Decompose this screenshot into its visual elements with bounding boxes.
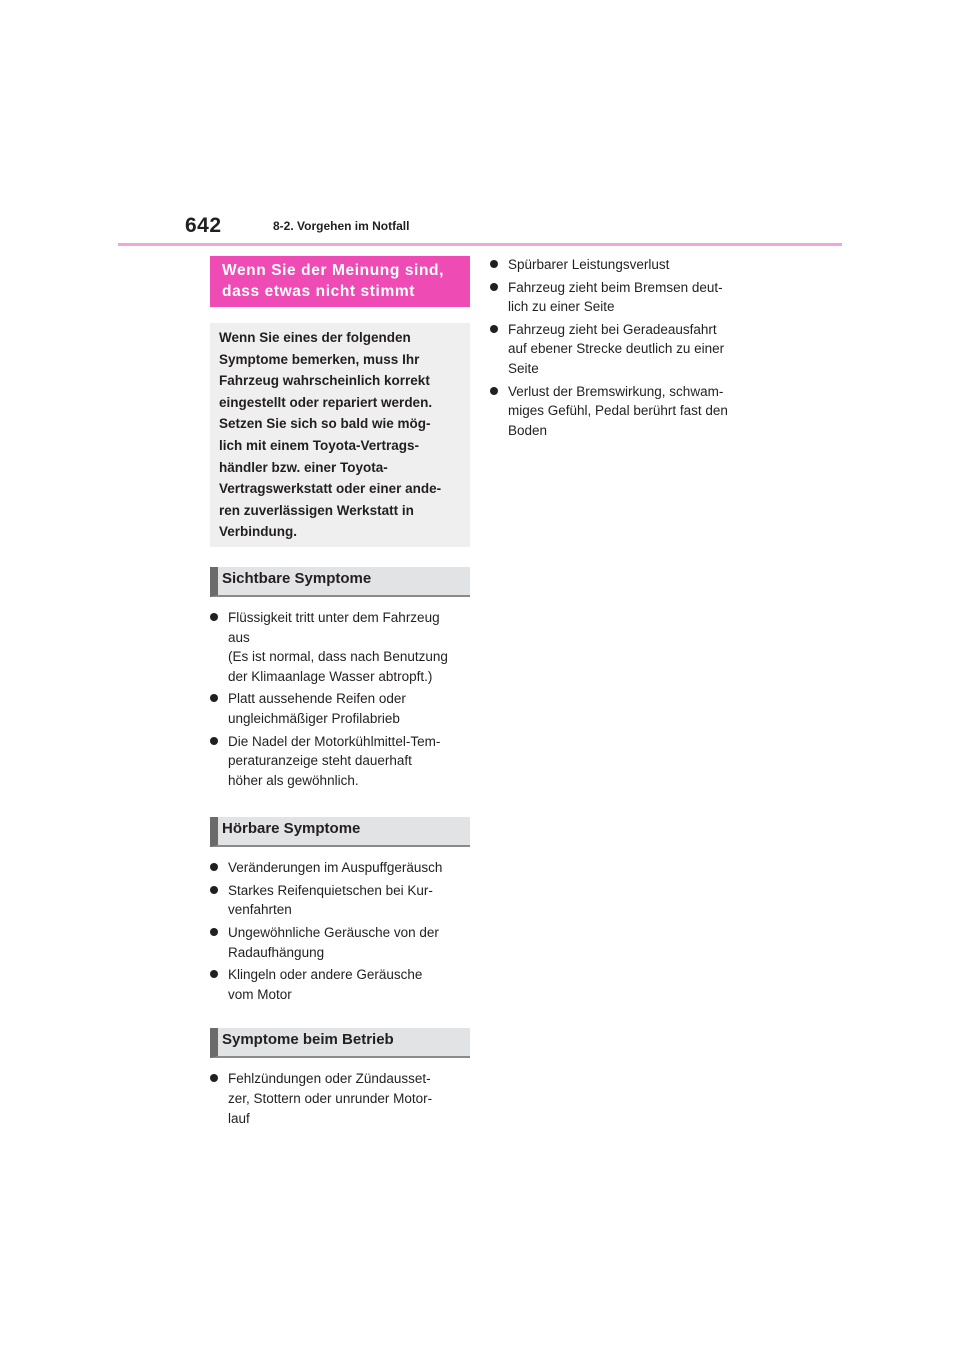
bullet-icon <box>210 737 218 745</box>
list-item-text: Veränderungen im Auspuffgeräusch <box>228 860 443 876</box>
bullet-icon <box>490 260 498 268</box>
list-item <box>210 881 470 920</box>
list-item <box>490 382 752 441</box>
section-heading-audible: Hörbare Symptome <box>210 817 470 847</box>
list-item <box>210 1069 470 1128</box>
bullet-icon <box>210 928 218 936</box>
intro-box: Wenn Sie eines der folgenden Symptome bemerken, muss Ihr Fahrzeug wahrscheinlich korrekt eingestellt oder repariert werden. Setzen Sie sich so bald wie mög- lich mit einem Toyota-Vertrags- händler bzw. einer Toyota- Vertragswerkstatt oder einer ande- ren zuverlässigen Werkstatt in Verbindung. <box>210 323 470 547</box>
list-item <box>210 965 470 1004</box>
list-item <box>210 732 470 791</box>
list-item <box>490 255 752 275</box>
right-column <box>490 255 752 443</box>
list-item-text: Fahrzeug zieht beim Bremsen deut- lich zu einer Seite <box>508 279 723 315</box>
audible-symptoms-list <box>210 858 470 1004</box>
list-item-text: Fahrzeug zieht bei Geradeausfahrt auf ebener Strecke deutlich zu einer Seite <box>508 321 725 376</box>
list-item <box>210 689 470 728</box>
list-item-text: Klingeln oder andere Geräusche vom Motor <box>228 967 423 1002</box>
main-heading: Wenn Sie der Meinung sind, dass etwas nicht stimmt <box>210 256 470 307</box>
bullet-icon <box>210 863 218 871</box>
left-column <box>210 256 470 1131</box>
bullet-icon <box>210 694 218 702</box>
list-item-text: Ungewöhnliche Geräusche von der Radaufhängung <box>228 925 439 960</box>
operation-symptoms-continued-list <box>490 255 752 440</box>
list-item-text: Starkes Reifenquietschen bei Kur- venfahrten <box>228 882 433 918</box>
list-item-text: Verlust der Bremswirkung, schwam- miges Gefühl, Pedal berührt fast den Boden <box>508 383 728 438</box>
list-item <box>490 278 752 317</box>
bullet-icon <box>490 283 498 291</box>
bullet-icon <box>210 970 218 978</box>
header-divider <box>118 243 842 246</box>
list-item-text: Fehlzündungen oder Zündausset- zer, Stottern oder unrunder Motor- lauf <box>228 1071 433 1126</box>
list-item-text: Die Nadel der Motorkühlmittel-Tem- peraturanzeige steht dauerhaft höher als gewöhnlich. <box>228 733 441 788</box>
page-number: 642 <box>185 214 222 237</box>
visible-symptoms-list <box>210 608 470 790</box>
section-heading-operation: Symptome beim Betrieb <box>210 1028 470 1058</box>
list-item <box>490 320 752 379</box>
bullet-icon <box>210 1074 218 1082</box>
list-item <box>210 858 470 878</box>
list-item-text: Spürbarer Leistungsverlust <box>508 257 670 272</box>
bullet-icon <box>210 613 218 621</box>
bullet-icon <box>210 886 218 894</box>
bullet-icon <box>490 387 498 395</box>
list-item-text: Flüssigkeit tritt unter dem Fahrzeug aus (Es ist normal, dass nach Benutzung der Klimaanlage Wasser abtropft.) <box>228 609 448 684</box>
list-item <box>210 923 470 962</box>
list-item-text: Platt aussehende Reifen oder ungleichmäßiger Profilabrieb <box>228 691 406 726</box>
list-item <box>210 608 470 686</box>
bullet-icon <box>490 325 498 333</box>
section-heading-visible: Sichtbare Symptome <box>210 567 470 597</box>
operation-symptoms-list <box>210 1069 470 1128</box>
section-title: 8-2. Vorgehen im Notfall <box>273 219 410 233</box>
